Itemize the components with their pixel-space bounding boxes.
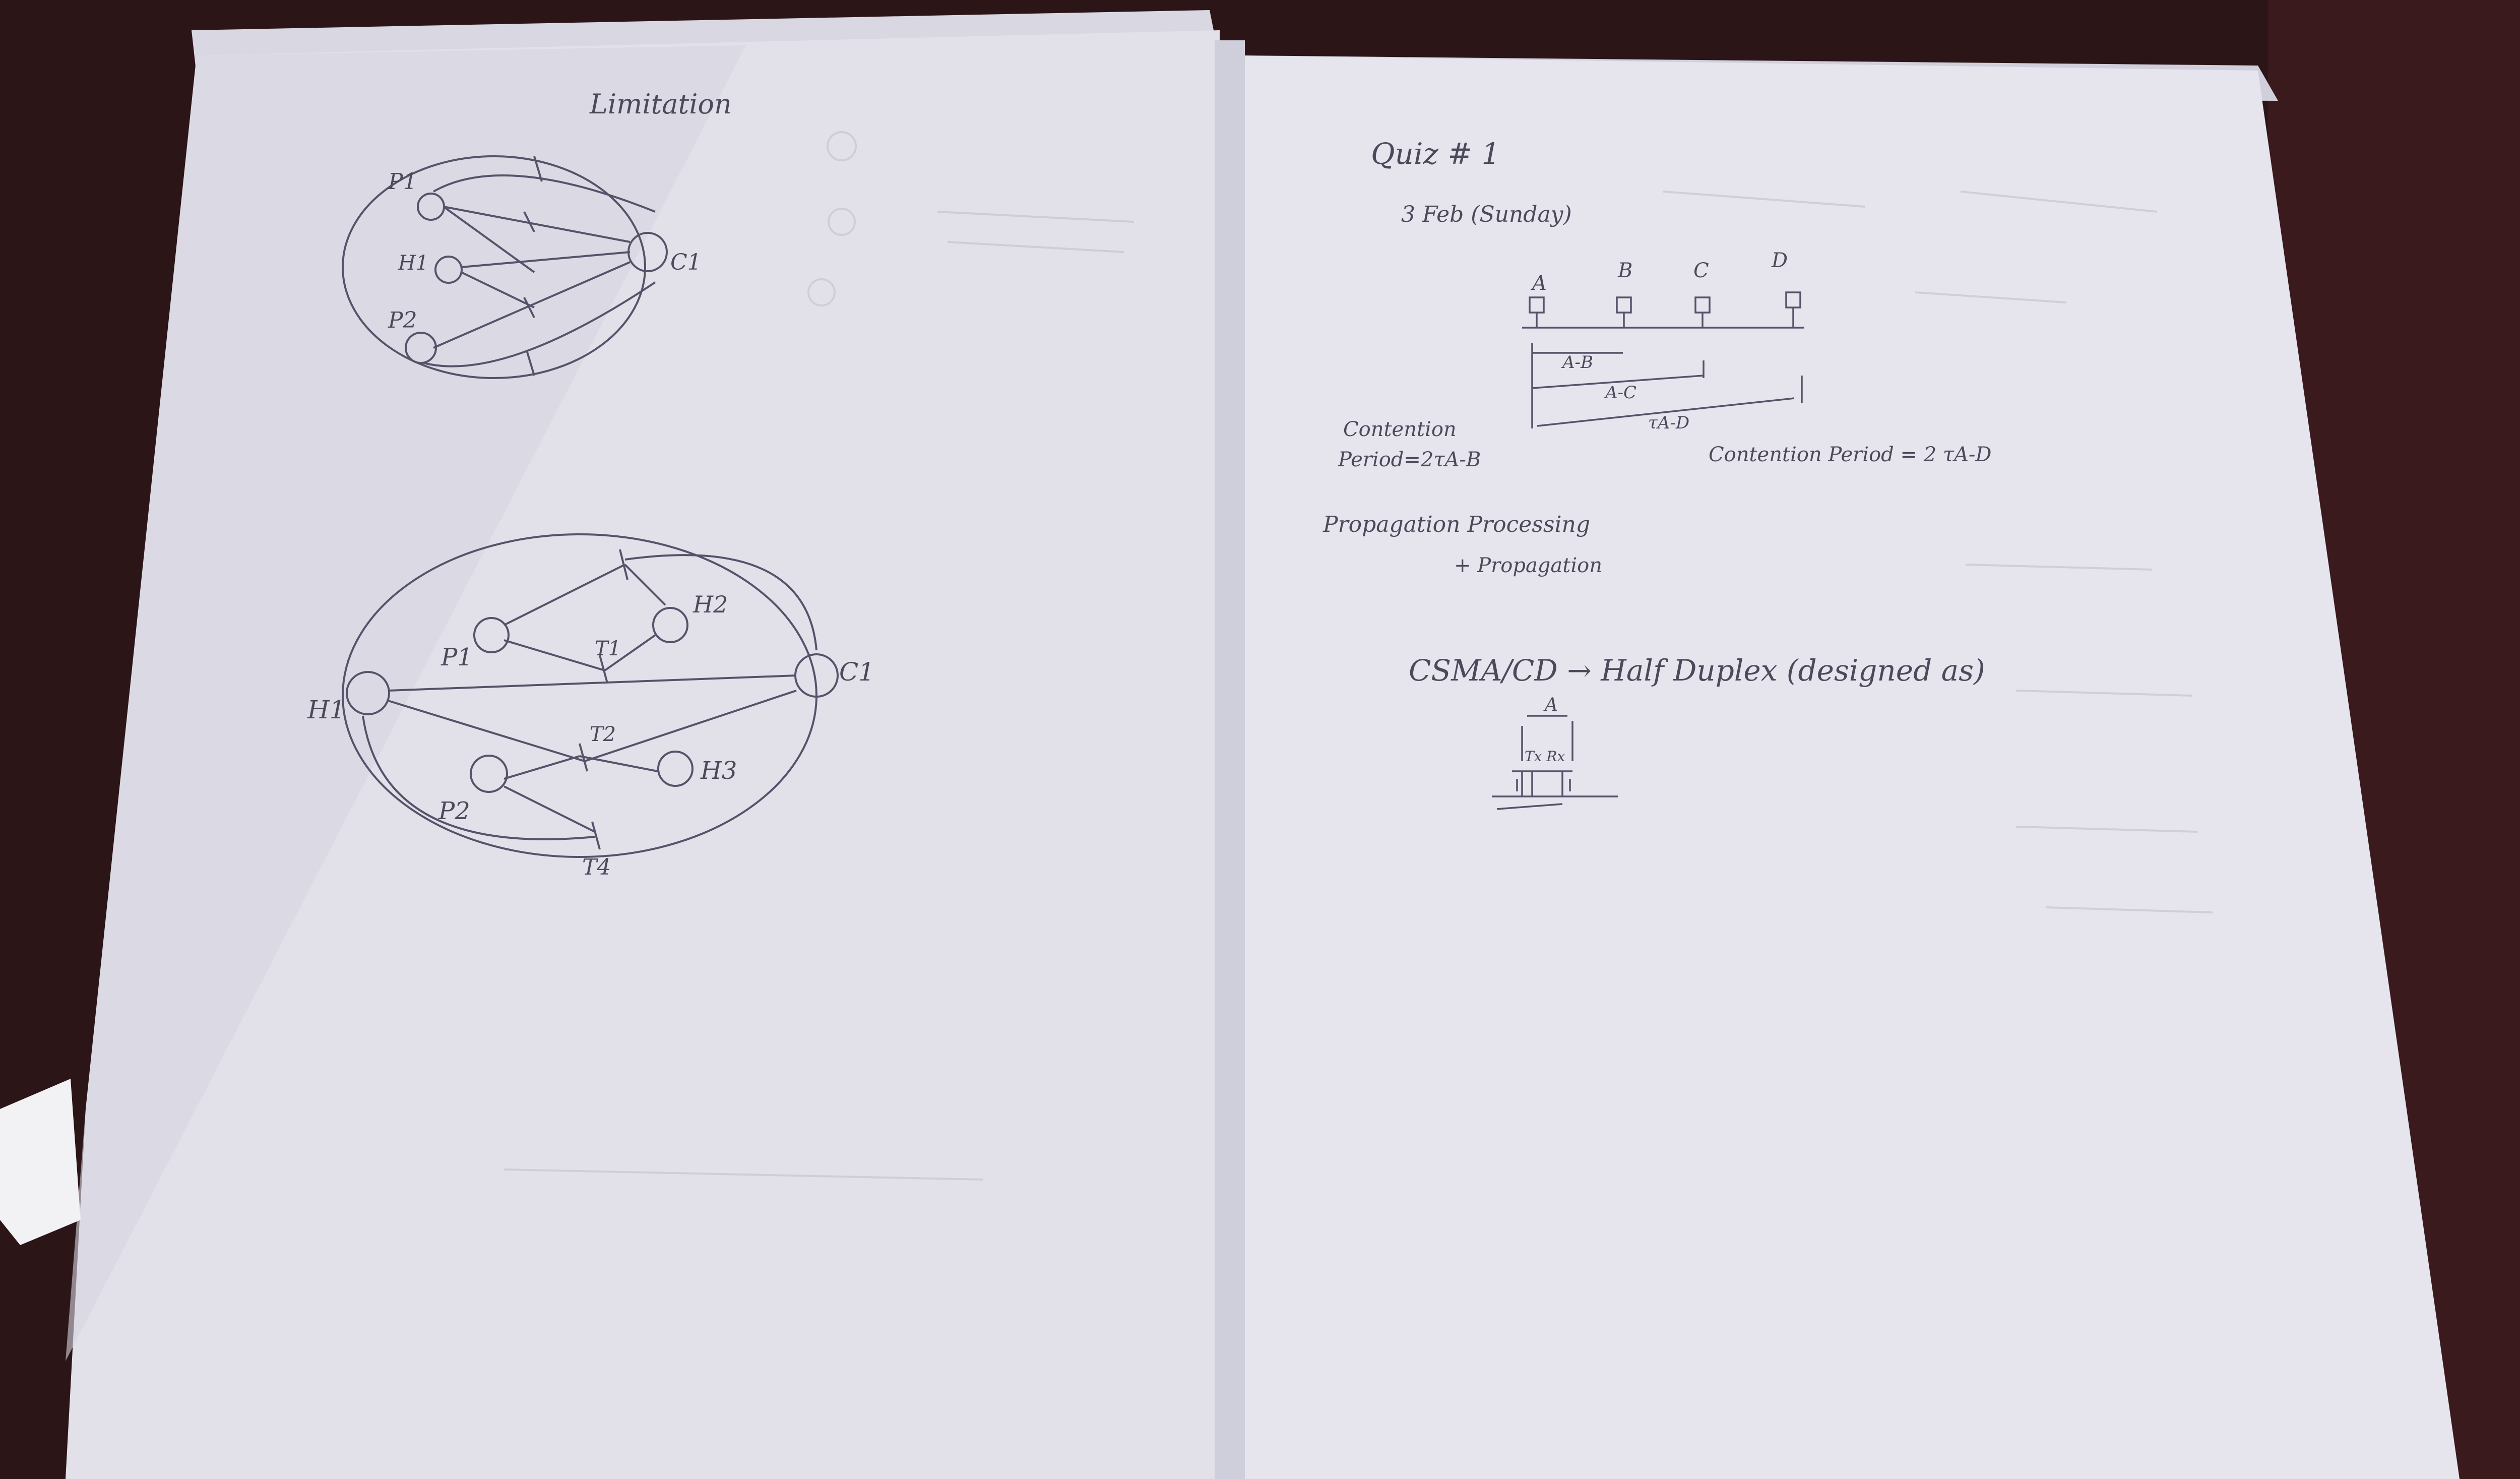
d2-label-4: C1 xyxy=(839,657,875,687)
quiz-date: 3 Feb (Sunday) xyxy=(1401,202,1572,227)
contention-left-line1: Contention xyxy=(1343,418,1457,441)
propagation-line2: + Propagation xyxy=(1454,554,1602,577)
station-a: A xyxy=(1532,272,1547,295)
d2-label-7: P2 xyxy=(438,797,470,825)
d1-label-1: H1 xyxy=(398,252,429,275)
tx-rx-label: Tx Rx xyxy=(1525,748,1565,765)
right-page xyxy=(1240,55,2460,1479)
small-a: A xyxy=(1545,695,1558,715)
contention-right: Contention Period = 2 τA-D xyxy=(1709,443,1992,466)
d2-label-2: T1 xyxy=(595,637,621,660)
station-b: B xyxy=(1618,259,1633,282)
d2-label-3: H2 xyxy=(693,591,728,618)
interval-ac: A-C xyxy=(1605,383,1637,403)
d1-label-2: P2 xyxy=(388,307,417,333)
interval-ad: τA-D xyxy=(1648,413,1690,433)
d1-label-0: P1 xyxy=(388,169,417,195)
interval-ab: A-B xyxy=(1562,352,1594,373)
d2-label-5: T2 xyxy=(590,723,616,746)
quiz-title: Quiz # 1 xyxy=(1371,137,1500,171)
left-heading: Limitation xyxy=(590,88,732,120)
d2-label-0: H1 xyxy=(307,695,346,724)
contention-left-line2: Period=2τA-B xyxy=(1338,448,1481,471)
csma-line: CSMA/CD → Half Duplex (designed as) xyxy=(1409,653,1985,688)
station-d: D xyxy=(1772,249,1788,272)
d1-label-3: C1 xyxy=(670,250,702,275)
station-c: C xyxy=(1693,259,1709,282)
d2-label-8: T4 xyxy=(582,854,611,880)
propagation-line1: Propagation Processing xyxy=(1323,512,1591,537)
d2-label-6: H3 xyxy=(701,757,737,785)
binding-gutter xyxy=(1215,40,1245,1479)
d2-label-1: P1 xyxy=(441,643,473,671)
